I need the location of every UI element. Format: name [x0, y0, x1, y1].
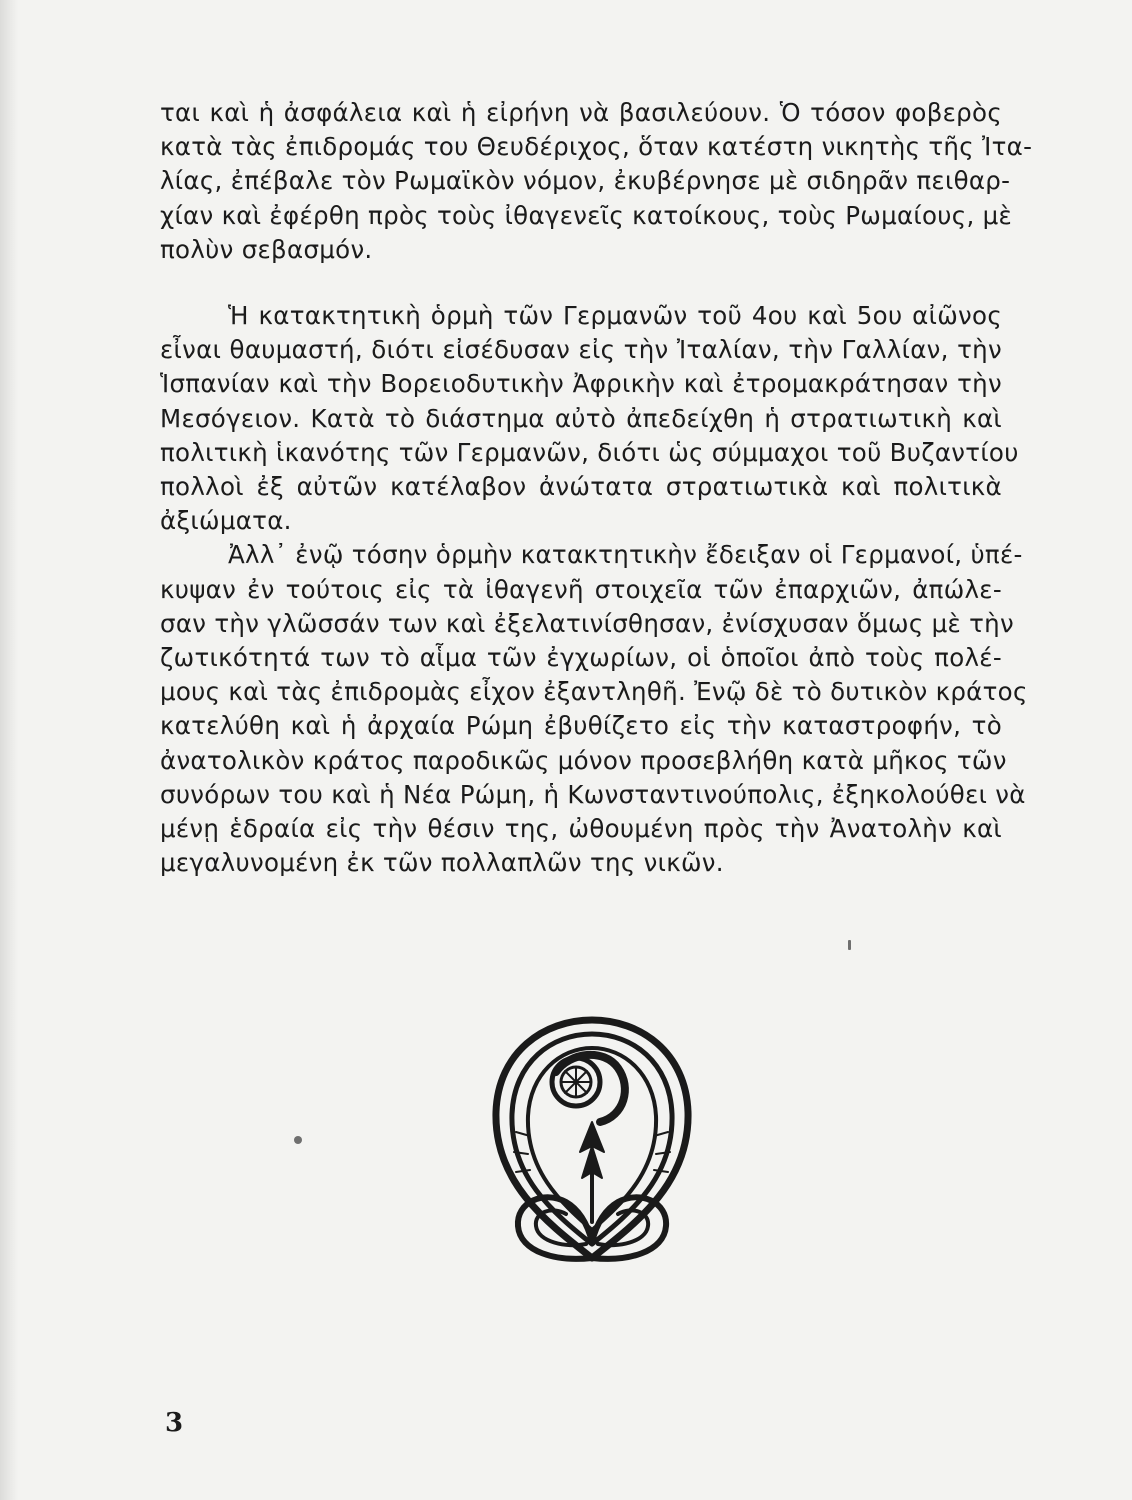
text-line: μεγαλυνομένη ἐκ τῶν πολλαπλῶν της νικῶν.: [160, 848, 724, 878]
text-line: πολλοὶ ἐξ αὐτῶν κατέλαβον ἀνώτατα στρατιωτικὰ καὶ πολιτικὰ: [160, 472, 1002, 502]
text-line: εἶναι θαυμαστή, διότι εἰσέδυσαν εἰς τὴν Ἰταλίαν, τὴν Γαλλίαν, τὴν: [160, 335, 1002, 365]
text-line: σαν τὴν γλῶσσάν των καὶ ἐξελατινίσθησαν, ἐνίσχυσαν ὅμως μὲ τὴν: [160, 608, 1014, 638]
text-line: πολὺν σεβασμόν.: [160, 234, 373, 264]
text-line: ται καὶ ἡ ἀσφάλεια καὶ ἡ εἰρήνη νὰ βασιλεύουν. Ὁ τόσον φοβερὸς: [160, 98, 1002, 127]
text-line: ζωτικότητά των τὸ αἷμα τῶν ἐγχωρίων, οἱ ὁποῖοι ἀπὸ τοὺς πολέ-: [160, 643, 1002, 673]
text-line: πολιτικὴ ἱκανότης τῶν Γερμανῶν, διότι ὡς σύμμαχοι τοῦ Βυζαντίου: [160, 437, 1019, 467]
text-line: Μεσόγειον. Κατὰ τὸ διάστημα αὐτὸ ἀπεδείχθη ἡ στρατιωτικὴ καὶ: [160, 403, 1002, 433]
text-line: ἀξιώματα.: [160, 506, 292, 536]
spiral-knot-ornament-icon: [486, 1012, 698, 1272]
text-line: μένῃ ἑδραία εἰς τὴν θέσιν της, ὠθουμένη πρὸς τὴν Ἀνατολὴν καὶ: [160, 814, 1002, 844]
text-line: Ἀλλ᾽ ἐνῷ τόσην ὁρμὴν κατακτητικὴν ἔδειξαν οἱ Γερμανοί, ὑπέ-: [228, 540, 1023, 570]
text-line: κυψαν ἐν τούτοις εἰς τὰ ἰθαγενῆ στοιχεῖα τῶν ἐπαρχιῶν, ἀπώλε-: [160, 574, 1002, 604]
page-number: 3: [165, 1408, 184, 1438]
paragraph-2: [160, 299, 1019, 538]
text-line: ἀνατολικὸν κράτος παροδικῶς μόνον προσεβλήθη κατὰ μῆκος τῶν: [160, 745, 1007, 775]
text-line: κατὰ τὰς ἐπιδρομάς του Θευδέριχος, ὅταν κατέστη νικητὴς τῆς Ἰτα-: [160, 132, 1033, 162]
paragraph-3: [160, 538, 1028, 880]
text-line: μους καὶ τὰς ἐπιδρομὰς εἶχον ἐξαντληθῆ. Ἐνῷ δὲ τὸ δυτικὸν κράτος: [160, 677, 1028, 707]
text-line: κατελύθη καὶ ἡ ἀρχαία Ρώμη ἐβυθίζετο εἰς τὴν καταστροφήν, τὸ: [160, 711, 1002, 741]
text-line: συνόρων του καὶ ἡ Νέα Ρώμη, ἡ Κωνσταντινούπολις, ἐξηκολούθει νὰ: [160, 779, 1026, 809]
text-line: λίας, ἐπέβαλε τὸν Ρωμαϊκὸν νόμον, ἐκυβέρνησε μὲ σιδηρᾶν πειθαρ-: [160, 166, 1011, 196]
print-speck: [294, 1136, 302, 1144]
text-line: Ἱσπανίαν καὶ τὴν Βορειοδυτικὴν Ἀφρικὴν καὶ ἐτρομακράτησαν τὴν: [160, 369, 1002, 399]
text-line: Ἡ κατακτητικὴ ὁρμὴ τῶν Γερμανῶν τοῦ 4ου καὶ 5ου αἰῶνος: [228, 301, 1002, 331]
page-edge-shadow: [0, 0, 18, 1500]
paragraph-1: [160, 96, 1033, 267]
body-text: [160, 96, 1033, 880]
print-speck: [848, 940, 851, 950]
text-line: χίαν καὶ ἐφέρθη πρὸς τοὺς ἰθαγενεῖς κατοίκους, τοὺς Ρωμαίους, μὲ: [160, 200, 1013, 230]
